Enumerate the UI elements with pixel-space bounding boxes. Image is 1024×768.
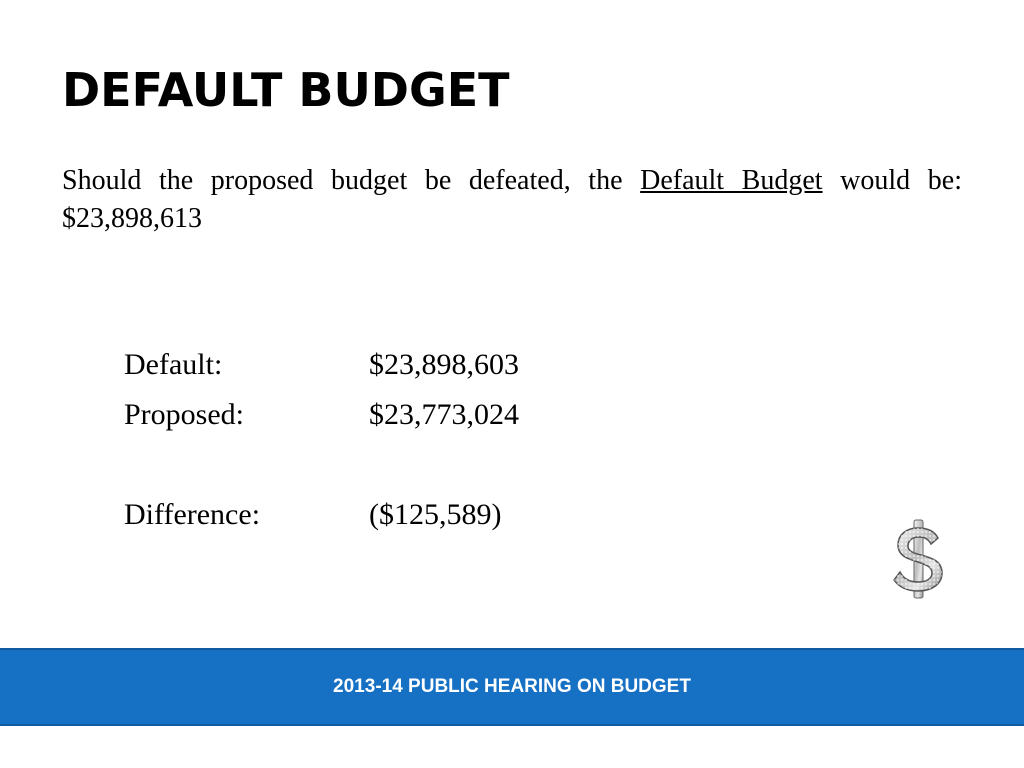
slide-title: DEFAULT BUDGET: [62, 63, 510, 117]
dollar-sign-icon: [888, 518, 948, 600]
footer-title: 2013-14 PUBLIC HEARING ON BUDGET: [333, 676, 691, 697]
footer-band: [0, 648, 1024, 726]
intro-text-after: would be: $23,898,613: [62, 165, 962, 234]
difference-label: Difference:: [124, 498, 261, 531]
proposed-label: Proposed:: [124, 398, 244, 431]
intro-text-before: Should the proposed budget be defeated, the: [62, 165, 641, 196]
default-budget-link: Default Budget: [640, 165, 823, 196]
difference-value: ($125,589): [369, 498, 502, 531]
default-value: $23,898,603: [369, 348, 519, 381]
intro-paragraph: [62, 162, 962, 238]
proposed-value: $23,773,024: [369, 398, 519, 431]
default-label: Default:: [124, 348, 223, 381]
